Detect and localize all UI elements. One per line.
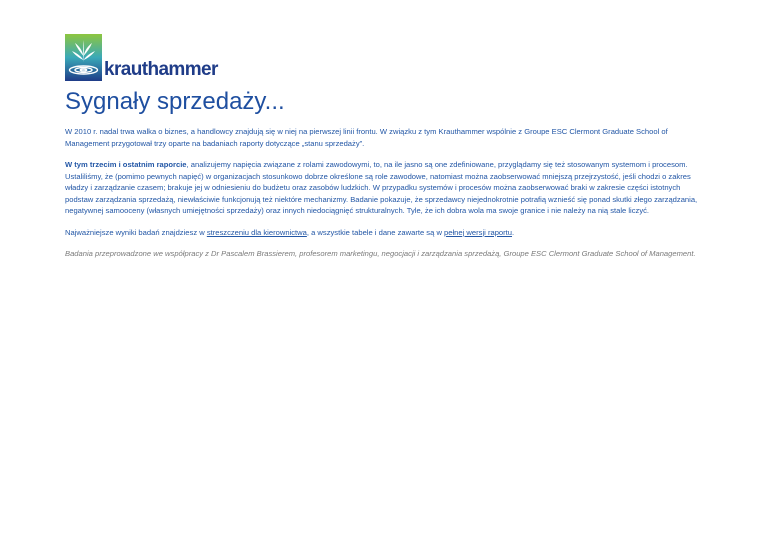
credit-note: Badania przeprowadzone we współpracy z Dr Pascalem Brassierem, profesorem marketingu, negocjacji i zarządzania sprzedażą, Groupe ESC Clermont Graduate School of Management.	[65, 249, 696, 258]
report-lead: W tym trzecim i ostatnim raporcie	[65, 160, 187, 169]
report-paragraph	[65, 159, 705, 217]
report-body: , analizujemy napięcia związane z rolami zawodowymi, to, na ile jasno są one zdefiniowane, przyglądamy się też stosowanym systemom i procesom. Ustaliliśmy, że (pomimo pewnych napięć) w organizacjach stosunkowo dobrze określone są role zawodowe, natomiast można zaobserwować mniejszą przejrzystość, jeśli chodzi o zakres władzy i zarządzanie czasem; brakuje jej w odniesieniu do budżetu oraz zasobów ludzkich. W przypadku systemów i procesów można zaobserwować braki w zakresie części istotnych podstaw zarządzania sprzedażą, niewłaściwie funkcjonują też niektóre mechanizmy. Badanie pokazuje, że sprzedawcy niejednokrotnie potrafią wznieść się ponad skutki złego zarządzania, negatywnej samooceny (własnych umiejętności sprzedaży) oraz innych niedociągnięć strukturalnych. Tyle, że ich dobra wola ma swoje granice i nie należy na nią stale liczyć.	[65, 160, 698, 215]
results-middle: , a wszystkie tabele i dane zawarte są w	[306, 227, 445, 237]
results-prefix: Najważniejsze wyniki badań znajdziesz w	[65, 227, 207, 237]
intro-paragraph: W 2010 r. nadal trwa walka o biznes, a handlowcy znajdują się w niej na pierwszej linii frontu. W związku z tym Krauthammer wspólnie z Groupe ESC Clermont Graduate School of Management przygotował trzy oparte na badaniach raporty dotyczące „stanu sprzedaży”.	[65, 127, 668, 148]
page-title: Sygnały sprzedaży...	[65, 88, 285, 115]
krauthammer-logo[interactable]	[65, 31, 218, 81]
results-paragraph	[65, 227, 705, 239]
krauthammer-logo-icon	[65, 34, 102, 81]
article-content	[65, 126, 705, 270]
executive-summary-link[interactable]: streszczeniu dla kierownictwa	[206, 227, 307, 237]
results-suffix: .	[512, 227, 515, 237]
logo-wordmark: krauthammer	[104, 59, 218, 80]
full-report-link[interactable]: pełnej wersji raportu	[444, 227, 513, 237]
